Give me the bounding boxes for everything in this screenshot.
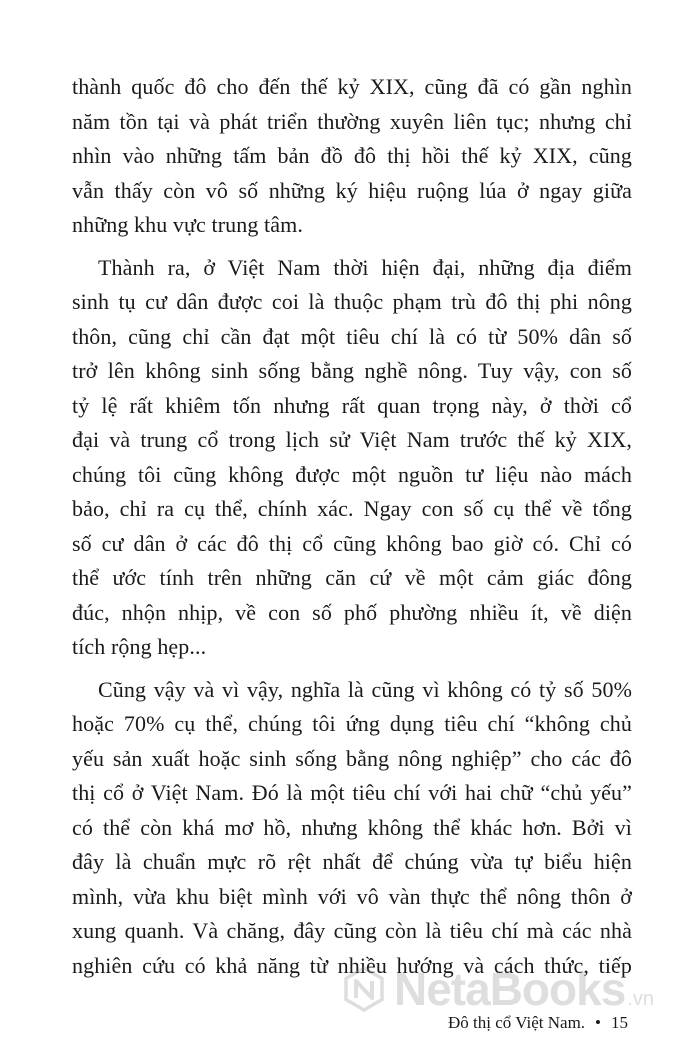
text-line: nhìn vào những tấm bản đồ đô thị hồi thế kỷ XIX, cũng <box>72 143 632 168</box>
text-line: thành quốc đô cho đến thế kỷ XIX, cũng đã có gần nghìn <box>72 74 632 99</box>
text-line: mình, vừa khu biệt mình với vô vàn thực thể nông thôn ở <box>72 883 632 909</box>
body-text <box>72 70 632 991</box>
text-line: vẫn thấy còn vô số những ký hiệu ruộng lúa ở ngay giữa <box>72 177 632 203</box>
text-line: đại và trung cổ trong lịch sử Việt Nam trước thế kỷ XIX, <box>72 427 632 452</box>
text-line: chúng tôi cũng không được một nguồn tư liệu nào mách <box>72 461 632 487</box>
text-line: tỷ lệ rất khiêm tốn nhưng rất quan trọng này, ở thời cổ <box>72 392 632 418</box>
text-line: xung quanh. Và chăng, đây cũng còn là tiêu chí mà các nhà <box>72 918 632 943</box>
text-line: Thành ra, ở Việt Nam thời hiện đại, những địa điểm <box>98 254 632 280</box>
text-line: những khu vực trung tâm. <box>72 212 303 237</box>
text-line: Cũng vậy và vì vậy, nghĩa là cũng vì không có tỷ số 50% <box>98 676 632 702</box>
text-line: tích rộng hẹp... <box>72 634 207 659</box>
paragraph-3 <box>72 673 632 984</box>
text-line: nghiên cứu có khả năng từ nhiều hướng và cách thức, tiếp <box>72 952 632 978</box>
text-line: đúc, nhộn nhịp, về con số phố phường nhiều ít, về diện <box>72 599 632 625</box>
text-line: trở lên không sinh sống bằng nghề nông. Tuy vậy, con số <box>72 358 632 383</box>
text-line: sinh tụ cư dân được coi là thuộc phạm trù đô thị phi nông <box>72 289 632 314</box>
netabooks-watermark <box>340 965 654 1013</box>
page-number: 15 <box>611 1013 628 1032</box>
watermark-suffix: .vn <box>627 988 654 1010</box>
text-line: thị cổ ở Việt Nam. Đó là một tiêu chí với hai chữ “chủ yếu” <box>72 780 632 805</box>
text-line: hoặc 70% cụ thể, chúng tôi ứng dụng tiêu chí “không chủ <box>72 711 632 736</box>
text-line: đây là chuẩn mực rõ rệt nhất để chúng vừa tự biểu hiện <box>72 849 632 874</box>
text-line: có thể còn khá mơ hồ, nhưng không thể khác hơn. Bởi vì <box>72 814 632 840</box>
text-line: thể ước tính trên những căn cứ về một cảm giác đông <box>72 565 632 590</box>
running-title: Đô thị cổ Việt Nam. <box>448 1013 586 1032</box>
netabooks-logo-icon <box>340 965 388 1013</box>
page-footer <box>448 1012 628 1034</box>
paragraph-2 <box>72 251 632 665</box>
paragraph-1 <box>72 70 632 243</box>
text-line: yếu sản xuất hoặc sinh sống bằng nông nghiệp” cho các đô <box>72 745 632 771</box>
footer-separator: • <box>595 1013 601 1032</box>
watermark-brand: NetaBooks <box>394 963 626 1015</box>
text-line: năm tồn tại và phát triển thường xuyên liên tục; nhưng chỉ <box>72 108 632 134</box>
text-line: thôn, cũng chỉ cần đạt một tiêu chí là có từ 50% dân số <box>72 323 632 349</box>
text-line: bảo, chỉ ra cụ thể, chính xác. Ngay con số cụ thể về tổng <box>72 496 632 521</box>
text-line: số cư dân ở các đô thị cổ cũng không bao giờ có. Chỉ có <box>72 530 632 556</box>
